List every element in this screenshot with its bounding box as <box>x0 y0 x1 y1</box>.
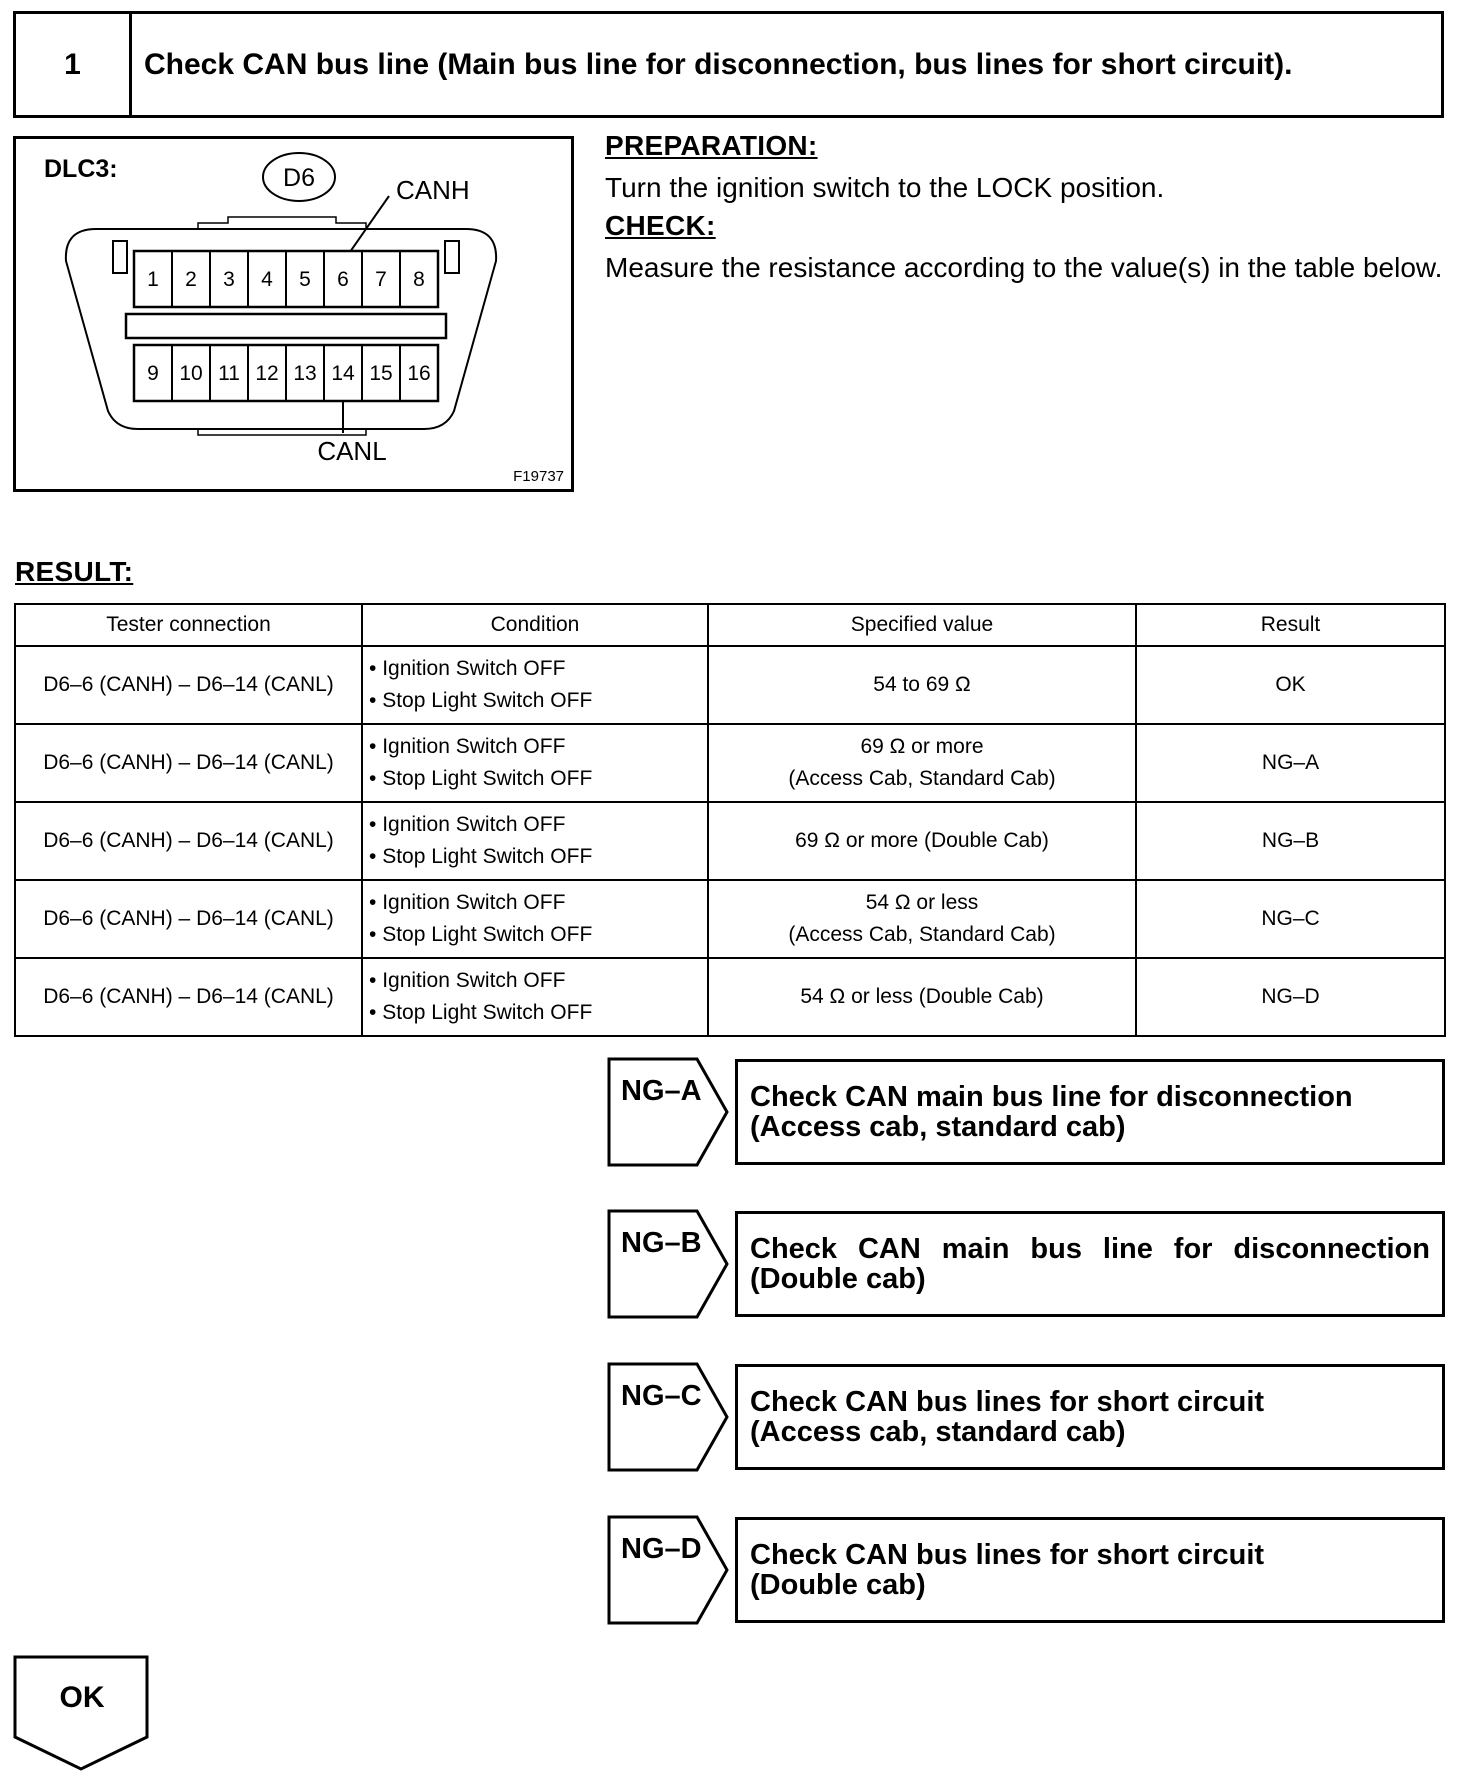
pin-number: 14 <box>331 362 355 385</box>
pin-number: 16 <box>407 362 431 385</box>
step-header <box>13 11 1444 118</box>
pin-number: 12 <box>255 362 279 385</box>
pin-number: 7 <box>375 268 387 291</box>
ng-arrow-tag-icon <box>607 1362 731 1472</box>
condition-line: • Stop Light Switch OFF <box>369 685 701 717</box>
condition-cell <box>362 646 708 724</box>
ng-tag-label: NG–A <box>621 1075 702 1107</box>
pin-number: 10 <box>179 362 203 385</box>
ng-arrow-tag-icon <box>607 1515 731 1625</box>
result-cell: NG–C <box>1136 880 1445 958</box>
outcome-line: (Access cab, standard cab) <box>750 1416 1126 1448</box>
outcome-box <box>735 1517 1445 1623</box>
condition-line: • Ignition Switch OFF <box>369 887 701 919</box>
result-cell: NG–B <box>1136 802 1445 880</box>
ng-arrow-tag-icon <box>607 1209 731 1319</box>
outcome-ng-a <box>607 1057 1445 1167</box>
tester-connection-cell: D6–6 (CANH) – D6–14 (CANL) <box>15 958 362 1036</box>
outcome-ng-d <box>607 1515 1445 1625</box>
ok-label: OK <box>59 1681 105 1714</box>
connector-latch-right <box>445 241 459 273</box>
tester-connection-cell: D6–6 (CANH) – D6–14 (CANL) <box>15 646 362 724</box>
condition-cell <box>362 880 708 958</box>
table-row <box>15 958 1445 1036</box>
pin-number: 6 <box>337 268 349 291</box>
connector-latch-left <box>113 241 127 273</box>
result-cell: NG–D <box>1136 958 1445 1036</box>
value-line: 69 Ω or more <box>860 735 984 758</box>
tester-connection-cell: D6–6 (CANH) – D6–14 (CANL) <box>15 880 362 958</box>
outcome-line: (Double cab) <box>750 1263 926 1295</box>
connector-key-top <box>198 217 366 229</box>
specified-value-cell <box>708 880 1136 958</box>
tester-connection-cell: D6–6 (CANH) – D6–14 (CANL) <box>15 802 362 880</box>
table-row <box>15 724 1445 802</box>
pin-number: 11 <box>218 362 240 385</box>
step-number: 1 <box>16 14 132 115</box>
specified-value-cell <box>708 958 1136 1036</box>
value-line: 54 Ω or less <box>865 891 979 914</box>
pin-number: 13 <box>293 362 317 385</box>
table-row <box>15 880 1445 958</box>
condition-cell <box>362 958 708 1036</box>
outcome-line: (Access cab, standard cab) <box>750 1111 1126 1143</box>
value-line: 69 Ω or more (Double Cab) <box>795 829 1049 852</box>
tester-connection-cell: D6–6 (CANH) – D6–14 (CANL) <box>15 724 362 802</box>
preparation-label: PREPARATION: <box>605 130 818 161</box>
connector-id: D6 <box>283 164 315 192</box>
specified-value-cell <box>708 646 1136 724</box>
header-condition: Condition <box>362 604 708 646</box>
table-header-row <box>15 604 1445 646</box>
header-specified-value: Specified value <box>708 604 1136 646</box>
pin-number: 4 <box>261 268 273 291</box>
pin-number: 1 <box>147 268 159 291</box>
outcome-line: Check CAN main bus line for disconnection <box>750 1081 1353 1113</box>
ng-tag-label: NG–C <box>621 1380 702 1412</box>
condition-cell <box>362 724 708 802</box>
dlc3-connector-diagram <box>16 139 571 489</box>
outcome-line: Check CAN bus lines for short circuit <box>750 1539 1265 1571</box>
canl-label: CANL <box>317 436 387 466</box>
pin-number: 8 <box>413 268 425 291</box>
result-cell: NG–A <box>1136 724 1445 802</box>
dlc3-connector-figure <box>13 136 574 492</box>
condition-line: • Stop Light Switch OFF <box>369 997 701 1029</box>
ok-tag <box>13 1655 151 1773</box>
center-rib <box>126 314 446 338</box>
canh-label: CANH <box>396 175 470 205</box>
outcome-line: (Double cab) <box>750 1569 926 1601</box>
outcome-ng-c <box>607 1362 1445 1472</box>
pin-number: 15 <box>369 362 393 385</box>
condition-line: • Stop Light Switch OFF <box>369 763 701 795</box>
condition-line: • Ignition Switch OFF <box>369 809 701 841</box>
value-line: 54 to 69 Ω <box>873 673 971 696</box>
ng-tag-label: NG–D <box>621 1533 702 1565</box>
result-label: RESULT: <box>15 556 134 587</box>
outcome-line: Check CAN main bus line for disconnection <box>750 1233 1430 1265</box>
pin-number: 2 <box>185 268 197 291</box>
table-row <box>15 802 1445 880</box>
outcome-box <box>735 1364 1445 1470</box>
ng-arrow-tag-icon <box>607 1057 731 1167</box>
figure-code: F19737 <box>513 468 564 485</box>
result-cell: OK <box>1136 646 1445 724</box>
condition-line: • Ignition Switch OFF <box>369 965 701 997</box>
specified-value-cell <box>708 802 1136 880</box>
condition-line: • Stop Light Switch OFF <box>369 841 701 873</box>
dlc-label: DLC3: <box>44 155 118 183</box>
condition-cell <box>362 802 708 880</box>
value-line: (Access Cab, Standard Cab) <box>788 923 1056 946</box>
step-title: Check CAN bus line (Main bus line for disconnection, bus lines for short circuit). <box>144 47 1293 81</box>
specified-value-cell <box>708 724 1136 802</box>
value-line: 54 Ω or less (Double Cab) <box>800 985 1044 1008</box>
outcome-box <box>735 1059 1445 1165</box>
ng-tag-label: NG–B <box>621 1227 702 1259</box>
condition-line: • Ignition Switch OFF <box>369 653 701 685</box>
condition-line: • Stop Light Switch OFF <box>369 919 701 951</box>
header-result: Result <box>1136 604 1445 646</box>
preparation-text: Turn the ignition switch to the LOCK position. <box>605 172 1165 203</box>
pin-number: 9 <box>147 362 159 385</box>
outcome-ng-b <box>607 1209 1445 1319</box>
result-table <box>14 603 1446 1037</box>
condition-line: • Ignition Switch OFF <box>369 731 701 763</box>
table-row <box>15 646 1445 724</box>
outcome-box <box>735 1211 1445 1317</box>
check-text: Measure the resistance according to the value(s) in the table below. <box>605 252 1443 283</box>
value-line: (Access Cab, Standard Cab) <box>788 767 1056 790</box>
check-label: CHECK: <box>605 210 716 241</box>
pin-number: 3 <box>223 268 235 291</box>
pin-number: 5 <box>299 268 311 291</box>
outcome-line: Check CAN bus lines for short circuit <box>750 1386 1265 1418</box>
header-tester-connection: Tester connection <box>15 604 362 646</box>
